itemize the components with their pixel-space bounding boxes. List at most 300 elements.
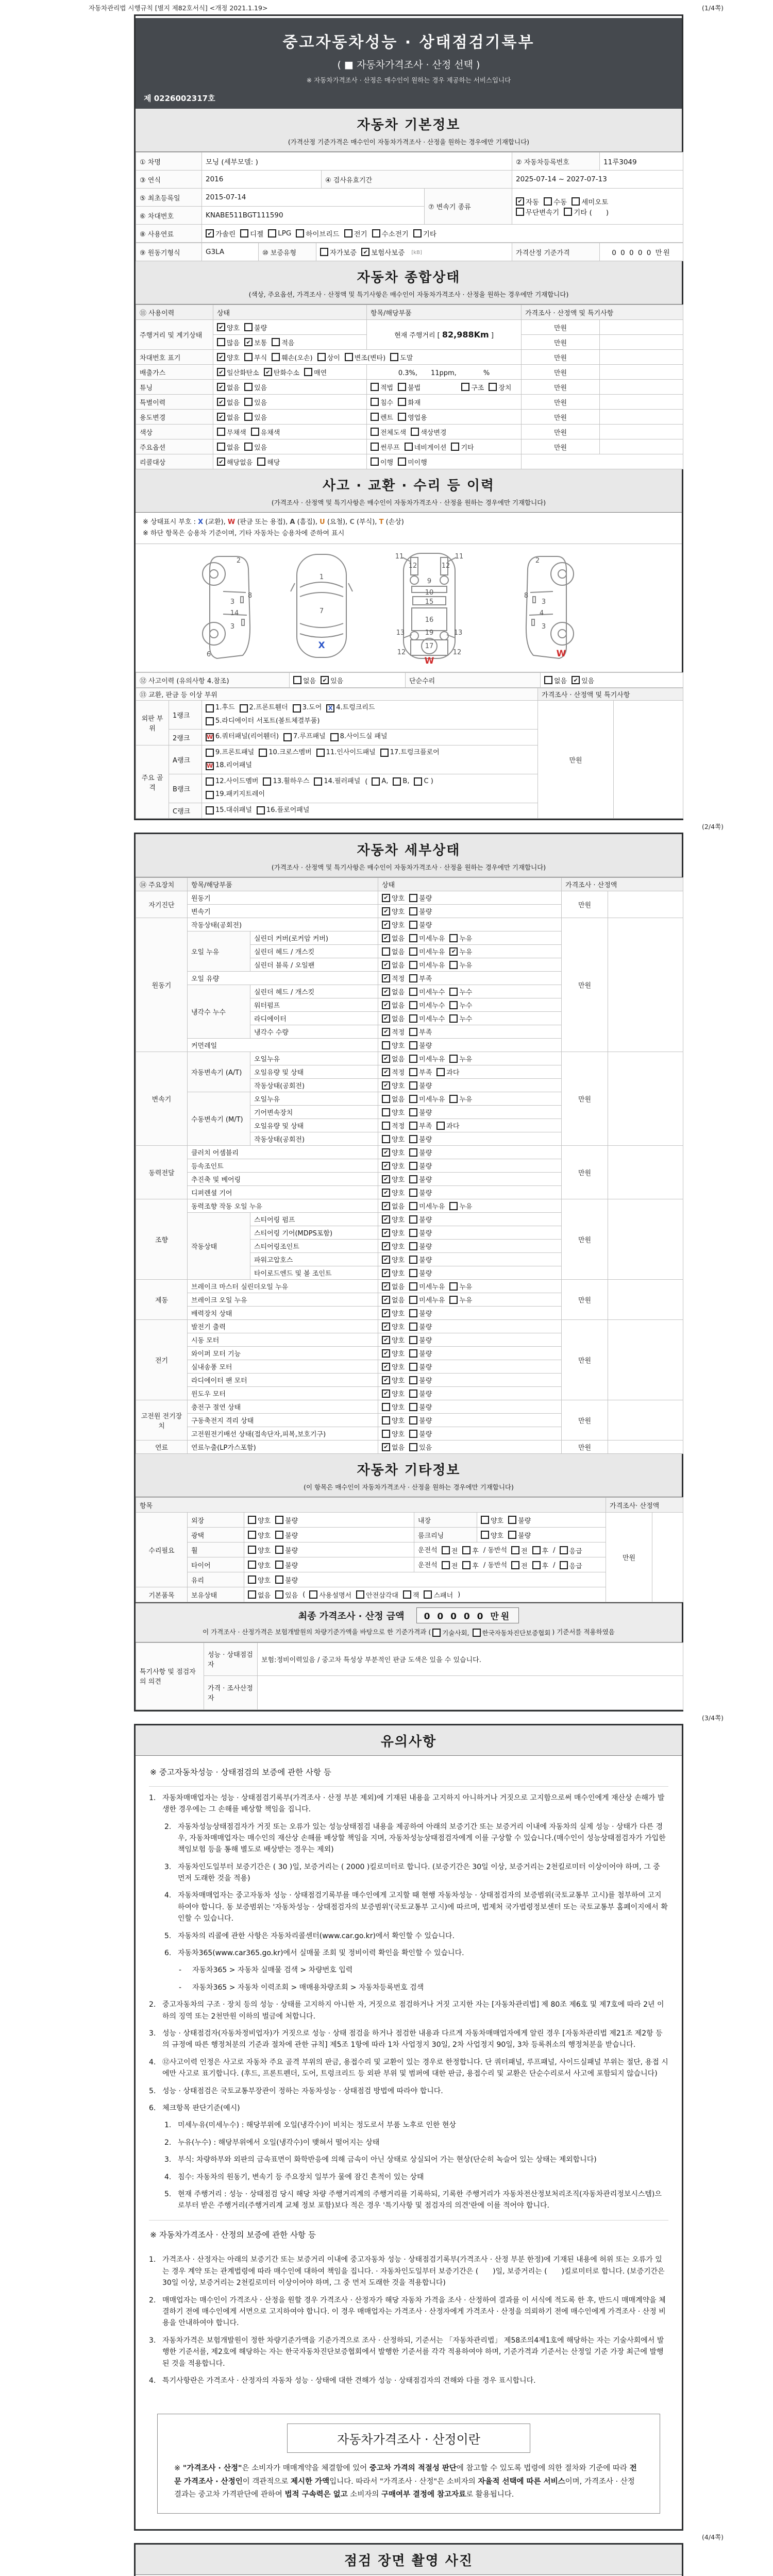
checkbox-6.쿼터패널(리어휀더)[interactable]: [206, 731, 279, 743]
checkbox-불법[interactable]: [398, 382, 421, 392]
notice-item-number: 6.: [164, 1949, 172, 1958]
checkbox-없음[interactable]: [382, 933, 405, 943]
checkbox-box: [411, 428, 419, 436]
checkbox-양호[interactable]: [382, 1321, 405, 1331]
section-overall-subtitle: (색상, 주요옵션, 가격조사 · 산정액 및 특기사항은 매수인이 자동차가격조사 · 산정을 원하는 경우에만 기재합니다): [248, 291, 569, 298]
checkbox-label: 적정: [392, 975, 405, 984]
checkbox-양호[interactable]: [382, 1335, 405, 1345]
checkbox-양호[interactable]: [382, 1241, 405, 1251]
checkbox-상이[interactable]: [317, 352, 340, 362]
checkbox-누유[interactable]: [449, 1281, 472, 1291]
checkbox-있음[interactable]: [409, 1442, 432, 1452]
checkbox-box: ✔: [382, 1215, 390, 1224]
checkbox-훼손(오손)[interactable]: [272, 352, 312, 362]
checkbox-label: 전체도색: [380, 429, 407, 437]
checkbox-양호[interactable]: [382, 906, 405, 916]
notice-item-number: 3.: [164, 2156, 172, 2164]
checkbox-후[interactable]: [462, 1561, 479, 1570]
checkbox-불량[interactable]: [244, 323, 267, 332]
checkbox-LPG[interactable]: [268, 229, 291, 238]
notice-body: [136, 1756, 682, 2400]
checkbox-양호[interactable]: [382, 1348, 405, 1358]
checkbox-전[interactable]: [442, 1561, 458, 1570]
checkbox-미세누유[interactable]: [409, 946, 445, 956]
checkbox-미세누수[interactable]: [409, 1013, 445, 1023]
checkbox-양호[interactable]: [382, 1214, 405, 1224]
checkbox-label: 미세누유: [419, 1203, 445, 1211]
checkbox-불량[interactable]: [409, 1080, 432, 1090]
checkbox-label: 불량: [419, 1230, 432, 1238]
checkbox-없음[interactable]: [217, 382, 240, 392]
checkbox-양호[interactable]: [248, 1545, 271, 1555]
checkbox-없음[interactable]: [382, 1054, 405, 1063]
page-4: [134, 2543, 683, 2576]
checkbox-2.프론트휀더[interactable]: [240, 702, 288, 715]
checkbox-3.도어[interactable]: [293, 702, 322, 715]
checkbox-유채색[interactable]: [251, 427, 280, 437]
checkbox-구조[interactable]: [461, 382, 484, 392]
checkbox-C )[interactable]: [414, 775, 433, 788]
checkbox-없음[interactable]: [293, 675, 316, 685]
checkbox-11.인사이드패널[interactable]: [316, 747, 376, 759]
checkbox-누수[interactable]: [449, 1013, 472, 1023]
checkbox-불량[interactable]: [409, 906, 432, 916]
checkbox-전[interactable]: [442, 1546, 458, 1555]
checkbox-양호[interactable]: [481, 1515, 503, 1525]
checkbox-box: [398, 398, 406, 406]
checkbox-많음[interactable]: [217, 337, 240, 347]
checkbox-적정[interactable]: [382, 1027, 405, 1037]
table-row: 광택 양호 불량 룸크리닝 양호 불량: [136, 1528, 683, 1543]
checkbox-label: 불량: [419, 1042, 432, 1050]
checkbox-미세누유[interactable]: [409, 1094, 445, 1104]
checkbox-기타[interactable]: [451, 442, 474, 452]
checkbox-label: 없음: [392, 1203, 405, 1211]
checkbox-있음[interactable]: [244, 397, 267, 407]
checkbox-불량[interactable]: [409, 893, 432, 903]
checkbox-누수[interactable]: [449, 987, 472, 996]
checkbox-box: ✔: [382, 1068, 390, 1076]
checkbox-불량[interactable]: [275, 1575, 298, 1585]
checkbox-양호[interactable]: [382, 920, 405, 929]
checkbox-기술사회,[interactable]: [432, 1628, 469, 1637]
checkbox-자가보증[interactable]: [320, 247, 357, 257]
checkbox-불량[interactable]: [409, 1107, 432, 1117]
inline-text: (: [365, 777, 368, 786]
checkbox-label: 불량: [419, 1190, 432, 1198]
checkbox-label: 5.라디에이터 서포트(볼트체결부품): [215, 717, 320, 725]
checkbox-썬루프[interactable]: [371, 442, 400, 452]
checkbox-부족[interactable]: [409, 1067, 432, 1077]
checkbox-불량[interactable]: [275, 1515, 298, 1525]
checkbox-미세누유[interactable]: [409, 1054, 445, 1063]
checkbox-적정[interactable]: [382, 1067, 405, 1077]
checkbox-영업용[interactable]: [398, 412, 427, 422]
checkbox-불량[interactable]: [409, 1255, 432, 1264]
checkbox-16.플로어패널[interactable]: [257, 804, 309, 817]
checkbox-누유[interactable]: [449, 1094, 472, 1104]
checkbox-box: [409, 1376, 417, 1384]
checkbox-없음[interactable]: [217, 442, 240, 452]
notice-item: [149, 1792, 668, 1816]
checkbox-양호[interactable]: [382, 1402, 405, 1412]
checkbox-불량[interactable]: [409, 1402, 432, 1412]
checkbox-누유[interactable]: [449, 1295, 472, 1304]
checkbox-있음[interactable]: [321, 675, 343, 685]
checkbox-label: 훼손(오손): [281, 354, 313, 362]
checkbox-box: [356, 1590, 364, 1599]
checkbox-불량[interactable]: [409, 1228, 432, 1238]
checkbox-불량[interactable]: [409, 1429, 432, 1438]
checkbox-box: [449, 1202, 458, 1210]
checkbox-과다[interactable]: [436, 1121, 459, 1130]
checkbox-세미오토[interactable]: [572, 196, 608, 207]
checkbox-한국자동차진단보증협회[interactable]: [473, 1628, 551, 1637]
checkbox-부족[interactable]: [409, 973, 432, 983]
checkbox-label: 자가보증: [330, 249, 357, 257]
checkbox-불량[interactable]: [409, 1161, 432, 1171]
checkbox-없음[interactable]: [382, 1000, 405, 1010]
checkbox-box: [275, 1531, 283, 1539]
checkbox-미세누수[interactable]: [409, 1000, 445, 1010]
checkbox-양호[interactable]: [382, 1161, 405, 1171]
checkbox-침수[interactable]: [371, 397, 393, 407]
checkbox-과다[interactable]: [436, 1067, 459, 1077]
checkbox-box: [240, 704, 248, 713]
checkbox-색상변경[interactable]: [411, 427, 446, 437]
checkbox-label: 부족: [419, 975, 432, 984]
svg-text:6: 6: [206, 651, 211, 659]
checkbox-전[interactable]: [511, 1561, 528, 1570]
checkbox-양호[interactable]: [382, 1040, 405, 1050]
checkbox-누유[interactable]: [449, 1054, 472, 1063]
table-row: 전기 발전기 출력 ✔ 양호 불량 만원: [136, 1320, 683, 1333]
checkbox-box: ✔: [382, 921, 390, 929]
table-row: ⑪ 사용이력 상태 항목/해당부품 가격조사 · 산정액 및 특기사항: [136, 305, 683, 320]
checkbox-누유[interactable]: [449, 1201, 472, 1211]
checkbox-양호[interactable]: [382, 1080, 405, 1090]
checkbox-없음[interactable]: [382, 960, 405, 970]
checkbox-응급[interactable]: [560, 1546, 582, 1555]
checkbox-누수[interactable]: [449, 1000, 472, 1010]
checkbox-누유[interactable]: [449, 933, 472, 943]
checkbox-label: 누수: [459, 989, 473, 997]
checkbox-box: [413, 229, 422, 238]
checkbox-해당[interactable]: [257, 457, 280, 467]
checkbox-양호[interactable]: [248, 1515, 271, 1525]
checkbox-불량[interactable]: [409, 1188, 432, 1197]
checkbox-7.루프패널[interactable]: [283, 731, 326, 743]
notice-item-text: 매매업자는 매수인이 가격조사 · 산정을 원할 경우 가격조사 · 산정자가 해당 자동차 가격을 조사 · 산정하여 결과를 이 서식에 적도록 한 후, 반드시 매매계약을 체결하기 전에 매수인에게 서면으로 고지하여야 합니다. 이 경우 매매업자는 가격조사 · 산정자에게 가격조사 · 산정을 의뢰하기 전에 매수인에게 가격조사 · 산정 비용을 안내하여야 합니다.: [162, 2296, 666, 2328]
checkbox-불량[interactable]: [409, 1134, 432, 1144]
checkbox-불량[interactable]: [409, 1375, 432, 1385]
checkbox-잭[interactable]: [403, 1590, 419, 1600]
checkbox-적법[interactable]: [371, 382, 393, 392]
checkbox-양호[interactable]: [382, 1388, 405, 1398]
checkbox-불량[interactable]: [409, 1362, 432, 1371]
checkbox-전[interactable]: [511, 1546, 528, 1555]
checkbox-없음[interactable]: [382, 1201, 405, 1211]
checkbox-14.필러패널[interactable]: [314, 775, 360, 788]
checkbox-label: 양호: [392, 1391, 405, 1399]
checkbox-자동[interactable]: [516, 196, 539, 207]
svg-text:12: 12: [441, 562, 450, 570]
checkbox-보험사보증[interactable]: [361, 247, 405, 257]
checkbox-후[interactable]: [532, 1546, 549, 1555]
checkbox-없음[interactable]: [382, 987, 405, 996]
checkbox-있음[interactable]: [244, 382, 267, 392]
checkbox-8.사이드실 패널[interactable]: [330, 731, 388, 743]
checkbox-양호[interactable]: [382, 1107, 405, 1117]
checkbox-전기[interactable]: [344, 228, 367, 239]
checkbox-box: [462, 1546, 470, 1554]
table-row: 오일 누유 실린더 커버(로커암 커버) ✔ 없음 미세누유 누유: [136, 931, 683, 945]
checkbox-불량[interactable]: [409, 1415, 432, 1425]
checkbox-불량[interactable]: [409, 1241, 432, 1251]
basic-table-b: [136, 243, 683, 261]
checkbox-미세누유[interactable]: [409, 1201, 445, 1211]
section-detail-header: [136, 834, 682, 877]
table-row: 디퍼렌셜 기어 ✔ 양호 불량: [136, 1186, 683, 1199]
checkbox-있음[interactable]: [244, 412, 267, 422]
checkbox-누유[interactable]: [449, 960, 472, 970]
checkbox-양호[interactable]: [382, 1134, 405, 1144]
svg-text:13: 13: [453, 629, 463, 637]
checkbox-label: 부족: [419, 1029, 432, 1037]
checkbox-없음[interactable]: [217, 412, 240, 422]
checkbox-수동[interactable]: [544, 196, 567, 207]
checkbox-label: 없음: [227, 444, 240, 452]
checkbox-하이브리드[interactable]: [296, 228, 339, 239]
checkbox-없음[interactable]: [382, 1295, 405, 1304]
checkbox-label: 불량: [285, 1517, 298, 1525]
checkbox-4.트렁크리드[interactable]: [326, 702, 375, 715]
checkbox-미세누유[interactable]: [409, 960, 445, 970]
checkbox-5.라디에이터 서포트(볼트체결부품)[interactable]: [206, 715, 320, 728]
checkbox-없음[interactable]: [382, 1013, 405, 1023]
checkbox-label: 불량: [419, 1404, 432, 1412]
checkbox-불량[interactable]: [409, 920, 432, 929]
checkbox-적음[interactable]: [272, 337, 294, 347]
checkbox-1.후드[interactable]: [206, 702, 235, 715]
checkbox-box: [409, 1001, 417, 1009]
checkbox-양호[interactable]: [382, 1188, 405, 1197]
checkbox-미세누유[interactable]: [409, 1295, 445, 1304]
checkbox-label: 누수: [459, 1015, 473, 1024]
checkbox-전체도색[interactable]: [371, 427, 406, 437]
checkbox-없음[interactable]: [217, 397, 240, 407]
checkbox-불량[interactable]: [409, 1268, 432, 1278]
checkbox-label: 불량: [419, 1350, 432, 1359]
checkbox-누유[interactable]: [449, 946, 472, 956]
damage-code-legend: [136, 513, 682, 544]
checkbox-label: 잭: [412, 1591, 419, 1600]
checkbox-일산화탄소[interactable]: [217, 367, 259, 377]
checkbox-기타[interactable]: [413, 228, 436, 239]
checkbox-box: ✔: [516, 197, 524, 206]
checkbox-box: [409, 1363, 417, 1371]
checkbox-label: 많음: [227, 339, 240, 347]
checkbox-디젤[interactable]: [240, 228, 263, 239]
checkbox-불량[interactable]: [409, 1040, 432, 1050]
checkbox-불량[interactable]: [409, 1214, 432, 1224]
checkbox-label: 상이: [327, 354, 340, 362]
checkbox-있음[interactable]: [244, 442, 267, 452]
checkbox-양호[interactable]: [248, 1530, 271, 1540]
checkbox-미세누유[interactable]: [409, 933, 445, 943]
checkbox-스패너[interactable]: [424, 1590, 453, 1600]
table-row: 오일 유량 ✔ 적정 부족: [136, 972, 683, 985]
checkbox-양호[interactable]: [382, 893, 405, 903]
checkbox-양호[interactable]: [382, 1429, 405, 1438]
checkbox-9.프론트패널[interactable]: [206, 747, 254, 759]
checkbox-불량[interactable]: [275, 1545, 298, 1555]
checkbox-사용설명서[interactable]: [309, 1590, 351, 1600]
checkbox-장치[interactable]: [489, 382, 511, 392]
checkbox-양호[interactable]: [382, 1415, 405, 1425]
checkbox-불량[interactable]: [409, 1348, 432, 1358]
checkbox-양호[interactable]: [382, 1228, 405, 1238]
checkbox-없음[interactable]: [248, 1590, 271, 1600]
checkbox-네비게이션[interactable]: [405, 442, 447, 452]
checkbox-후[interactable]: [462, 1546, 479, 1555]
checkbox-15.대쉬패널[interactable]: [206, 804, 252, 817]
checkbox-렌트[interactable]: [371, 412, 393, 422]
svg-text:2: 2: [535, 557, 540, 565]
checkbox-box: [409, 1403, 417, 1411]
checkbox-양호[interactable]: [217, 352, 240, 362]
checkbox-양호[interactable]: [217, 323, 240, 332]
checkbox-box: [572, 197, 580, 206]
checkbox-없음[interactable]: [382, 1094, 405, 1104]
checkbox-양호[interactable]: [382, 1255, 405, 1264]
checkbox-box: [217, 338, 225, 346]
checkbox-불량[interactable]: [508, 1515, 531, 1525]
checkbox-불량[interactable]: [275, 1560, 298, 1570]
checkbox-적정[interactable]: [382, 1121, 405, 1130]
checkbox-미세누유[interactable]: [409, 1281, 445, 1291]
checkbox-label: 있음: [285, 1591, 298, 1600]
table-row: 배출가스 ✔ 일산화탄소 ✔ 탄화수소 매연 0.3%, 11ppm, % 만원: [136, 365, 683, 380]
checkbox-box: [371, 413, 379, 421]
checkbox-label: 적정: [392, 1069, 405, 1077]
checkbox-응급[interactable]: [560, 1561, 582, 1570]
checkbox-있음[interactable]: [572, 675, 594, 685]
svg-text:1: 1: [319, 573, 324, 582]
checkbox-불량[interactable]: [409, 1335, 432, 1345]
checkbox-불량[interactable]: [409, 1308, 432, 1318]
checkbox-box: ✔: [321, 676, 329, 684]
checkbox-label: 불량: [419, 1364, 432, 1372]
checkbox-label: 불량: [419, 1417, 432, 1426]
checkbox-부족[interactable]: [409, 1121, 432, 1130]
checkbox-후[interactable]: [532, 1561, 549, 1570]
checkbox-A,[interactable]: [372, 775, 388, 788]
checkbox-불량[interactable]: [409, 1388, 432, 1398]
checkbox-box: [217, 428, 225, 436]
checkbox-보통[interactable]: [244, 337, 267, 347]
checkbox-없음[interactable]: [544, 675, 567, 685]
checkbox-매연[interactable]: [304, 367, 327, 377]
checkbox-수소전기[interactable]: [372, 228, 409, 239]
checkbox-box: ✔: [382, 1055, 390, 1063]
form-subtitle: ( ■ 자동차가격조사 · 산정 선택 ): [337, 59, 480, 71]
checkbox-기타 ( )[interactable]: [564, 207, 609, 217]
checkbox-무채색[interactable]: [217, 427, 246, 437]
checkbox-미세누수[interactable]: [409, 987, 445, 996]
checkbox-불량[interactable]: [409, 1174, 432, 1184]
checkbox-10.크로스멤버[interactable]: [259, 747, 311, 759]
checkbox-12.사이드멤버[interactable]: [206, 775, 258, 788]
checkbox-변조(변타)[interactable]: [345, 352, 385, 362]
notice-item: [164, 2189, 668, 2212]
checkbox-box: [248, 1590, 256, 1599]
checkbox-label: 양호: [392, 1163, 405, 1171]
checkbox-부족[interactable]: [409, 1027, 432, 1037]
checkbox-label: 불량: [419, 1310, 432, 1318]
checkbox-없음[interactable]: [382, 1442, 405, 1452]
checkbox-box: [409, 1269, 417, 1277]
checkbox-불량[interactable]: [409, 1147, 432, 1157]
checkbox-label: 양호: [491, 1532, 504, 1540]
checkbox-없음[interactable]: [382, 946, 405, 956]
notice-item-text: 자동차365 > 자동차 실매물 검색 > 차량번호 입력: [192, 1966, 353, 1975]
photo-section-title: 점검 장면 촬영 사진: [344, 2553, 474, 2569]
checkbox-탄화수소[interactable]: [264, 367, 299, 377]
checkbox-양호[interactable]: [382, 1174, 405, 1184]
checkbox-불량[interactable]: [275, 1530, 298, 1540]
checkbox-18.리어패널[interactable]: [206, 759, 252, 772]
checkbox-무단변속기[interactable]: [516, 207, 559, 217]
checkbox-label: 9.프론트패널: [215, 748, 255, 756]
checkbox-양호[interactable]: [382, 1147, 405, 1157]
checkbox-해당없음[interactable]: [217, 457, 253, 467]
checkbox-box: [344, 229, 352, 238]
checkbox-양호[interactable]: [248, 1575, 271, 1585]
checkbox-양호[interactable]: [481, 1530, 503, 1540]
checkbox-B,[interactable]: [393, 775, 409, 788]
checkbox-양호[interactable]: [382, 1308, 405, 1318]
checkbox-양호[interactable]: [382, 1268, 405, 1278]
checkbox-label: 화재: [408, 399, 421, 407]
checkbox-양호[interactable]: [382, 1375, 405, 1385]
checkbox-13.휠하우스[interactable]: [263, 775, 309, 788]
checkbox-19.패키지트레이[interactable]: [206, 788, 265, 801]
checkbox-화재[interactable]: [398, 397, 421, 407]
checkbox-있음[interactable]: [275, 1590, 298, 1600]
checkbox-부식[interactable]: [244, 352, 267, 362]
checkbox-양호[interactable]: [382, 1362, 405, 1371]
opinion-table: [136, 1642, 683, 1710]
checkbox-도말[interactable]: [390, 352, 413, 362]
checkbox-적정[interactable]: [382, 973, 405, 983]
checkbox-없음[interactable]: [382, 1281, 405, 1291]
checkbox-양호[interactable]: [248, 1560, 271, 1570]
checkbox-이행[interactable]: [371, 457, 393, 467]
checkbox-label: 불량: [419, 1257, 432, 1265]
checkbox-label: 16.플로어패널: [266, 806, 310, 814]
checkbox-가솔린[interactable]: [206, 228, 236, 239]
checkbox-불량[interactable]: [409, 1321, 432, 1331]
checkbox-17.트렁크플로어[interactable]: [380, 747, 440, 759]
basic-table-a: [136, 152, 683, 243]
checkbox-box: [511, 1546, 519, 1554]
checkbox-label: 있음: [254, 399, 267, 407]
checkbox-미이행[interactable]: [398, 457, 427, 467]
checkbox-box: [409, 1122, 417, 1130]
checkbox-안전삼각대[interactable]: [356, 1590, 398, 1600]
checkbox-불량[interactable]: [508, 1530, 531, 1540]
